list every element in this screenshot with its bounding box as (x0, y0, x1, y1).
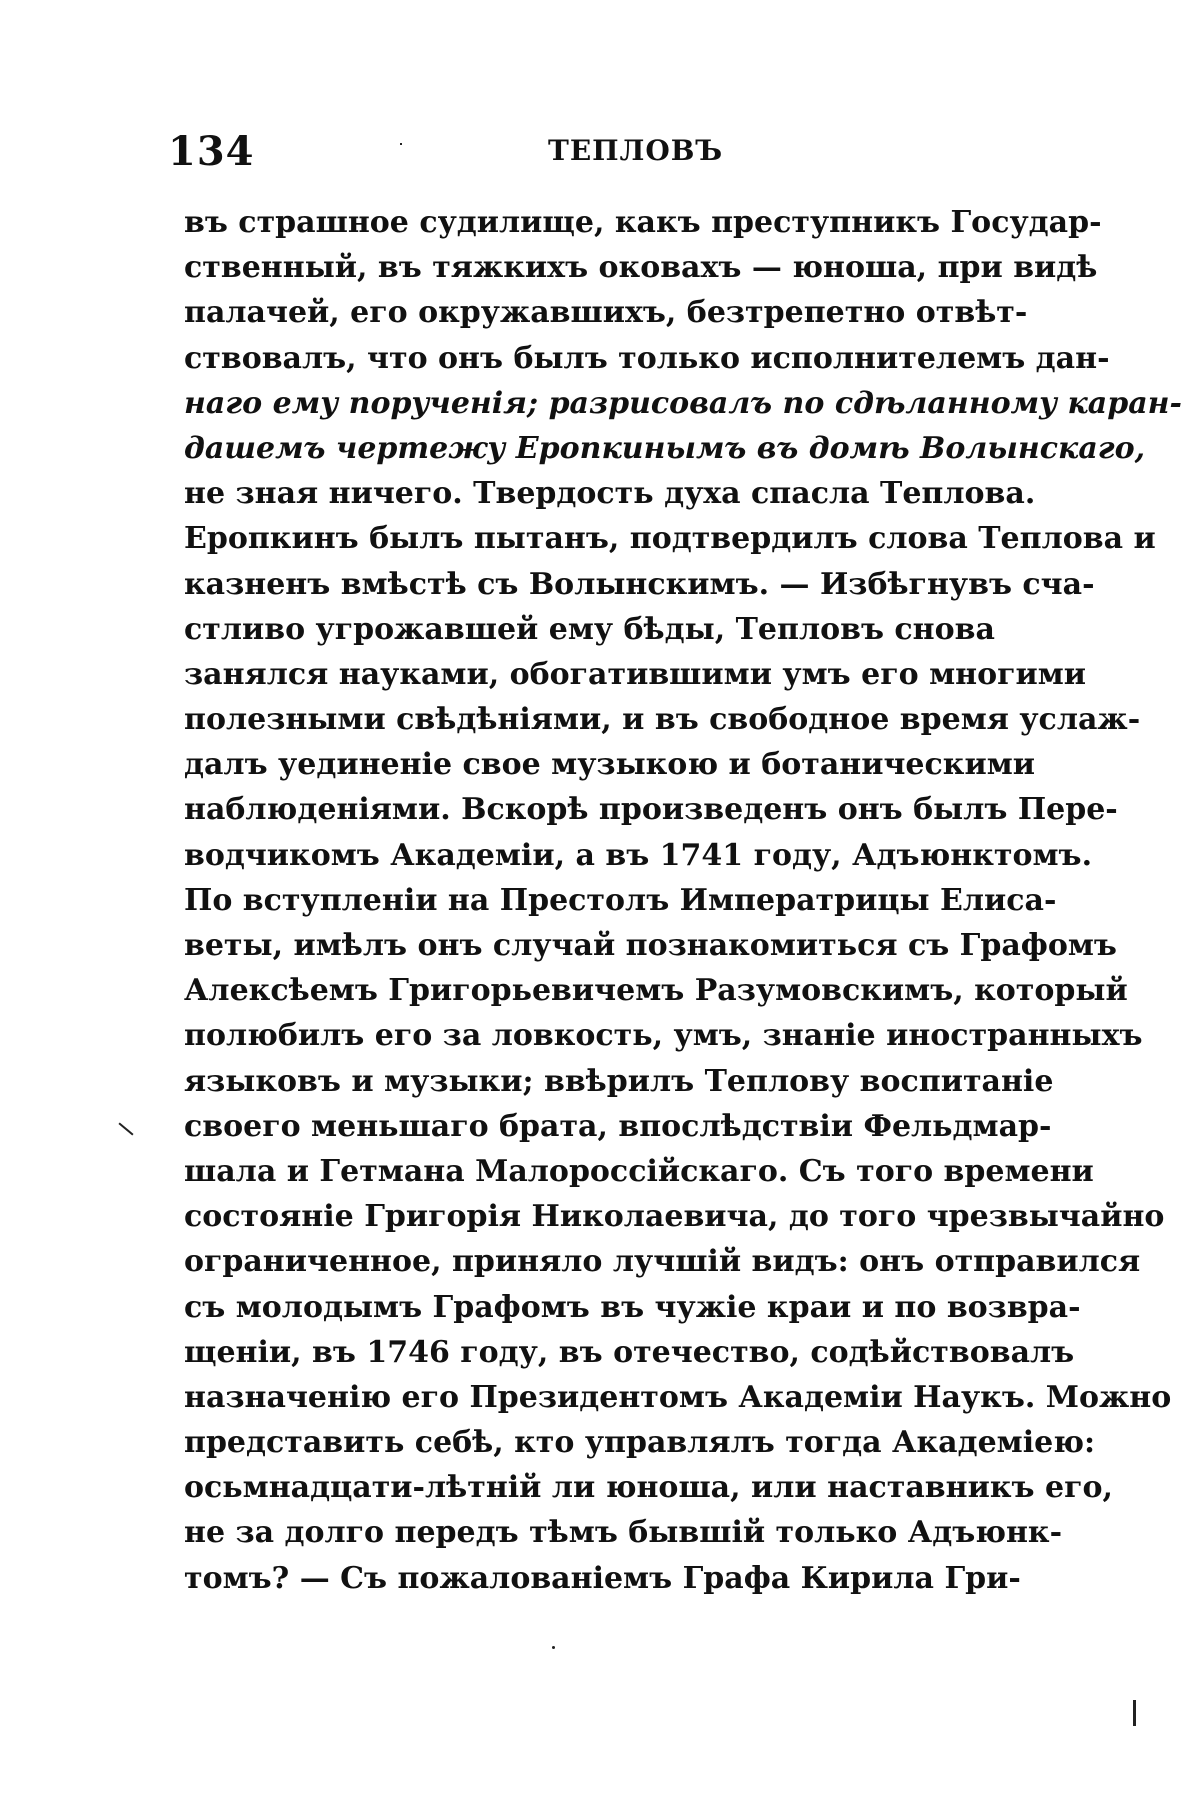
text-line: стливо угрожавшей ему бѣды, Тепловъ снова (184, 611, 995, 647)
text-line: дашемъ чертежу Еропкинымъ въ домѣ Волынскаго, (184, 430, 1146, 466)
text-line: томъ? — Съ пожалованіемъ Графа Кирила Гри- (184, 1560, 1021, 1596)
text-line: ственный, въ тяжкихъ оковахъ — юноша, при видѣ (184, 250, 1098, 286)
scan-speck (552, 1646, 555, 1649)
running-title: ТЕПЛОВЪ (548, 134, 724, 167)
text-line: осьмнадцати-лѣтній ли юноша, или наставникъ его, (184, 1470, 1113, 1506)
text-line: представить себѣ, кто управлялъ тогда Академіею: (184, 1425, 1096, 1461)
text-line: шала и Гетмана Малороссійскаго. Съ того времени (184, 1153, 1094, 1189)
text-line: полюбилъ его за ловкость, умъ, знаніе иностранныхъ (184, 1018, 1143, 1054)
text-line: Алексѣемъ Григорьевичемъ Разумовскимъ, который (184, 973, 1128, 1009)
text-line: ствовалъ, что онъ былъ только исполнителемъ дан- (184, 340, 1110, 376)
text-line: занялся науками, обогатившими умъ его многими (184, 656, 1087, 692)
text-line: не за долго передъ тѣмъ бывшій только Адъюнк- (184, 1515, 1063, 1551)
text-line: полезными свѣдѣніями, и въ свободное время услаж- (184, 702, 1141, 738)
text-line: состояніе Григорія Николаевича, до того чрезвычайно (184, 1199, 1165, 1235)
text-line: языковъ и музыки; ввѣрилъ Теплову воспитаніе (184, 1063, 1054, 1099)
body-text (184, 200, 1182, 1601)
text-line: казненъ вмѣстѣ съ Волынскимъ. — Избѣгнувъ сча- (184, 566, 1095, 602)
text-line: своего меньшаго брата, впослѣдствіи Фельдмар- (184, 1108, 1052, 1144)
scan-speck (400, 143, 402, 145)
text-line: ограниченное, приняло лучшій видъ: онъ отправился (184, 1244, 1141, 1280)
text-line: Еропкинъ былъ пытанъ, подтвердилъ слова Теплова и (184, 521, 1156, 557)
text-line: По вступленіи на Престолъ Императрицы Елиса- (184, 882, 1057, 918)
scan-speck (118, 1122, 133, 1135)
scan-speck (1133, 1700, 1136, 1726)
text-line: не зная ничего. Твердость духа спасла Теплова. (184, 476, 1036, 512)
text-line: веты, имѣлъ онъ случай познакомиться съ Графомъ (184, 928, 1117, 963)
text-line: наго ему порученія; разрисовалъ по сдѣланному каран- (184, 385, 1182, 421)
text-line: назначенію его Президентомъ Академіи Наукъ. Можно (184, 1379, 1172, 1415)
text-line: щеніи, въ 1746 году, въ отечество, содѣйствовалъ (184, 1334, 1075, 1370)
text-line: водчикомъ Академіи, а въ 1741 году, Адъюнктомъ. (184, 837, 1093, 873)
text-line: съ молодымъ Графомъ въ чужіе краи и по возвра- (184, 1289, 1081, 1325)
page-number: 134 (168, 128, 255, 175)
text-line: наблюденіями. Вскорѣ произведенъ онъ былъ Пере- (184, 792, 1118, 828)
text-line: въ страшное судилище, какъ преступникъ Государ- (184, 205, 1102, 240)
text-line: далъ уединеніе свое музыкою и ботаническими (184, 747, 1036, 783)
text-line: палачей, его окружавшихъ, безтрепетно отвѣт- (184, 295, 1028, 331)
